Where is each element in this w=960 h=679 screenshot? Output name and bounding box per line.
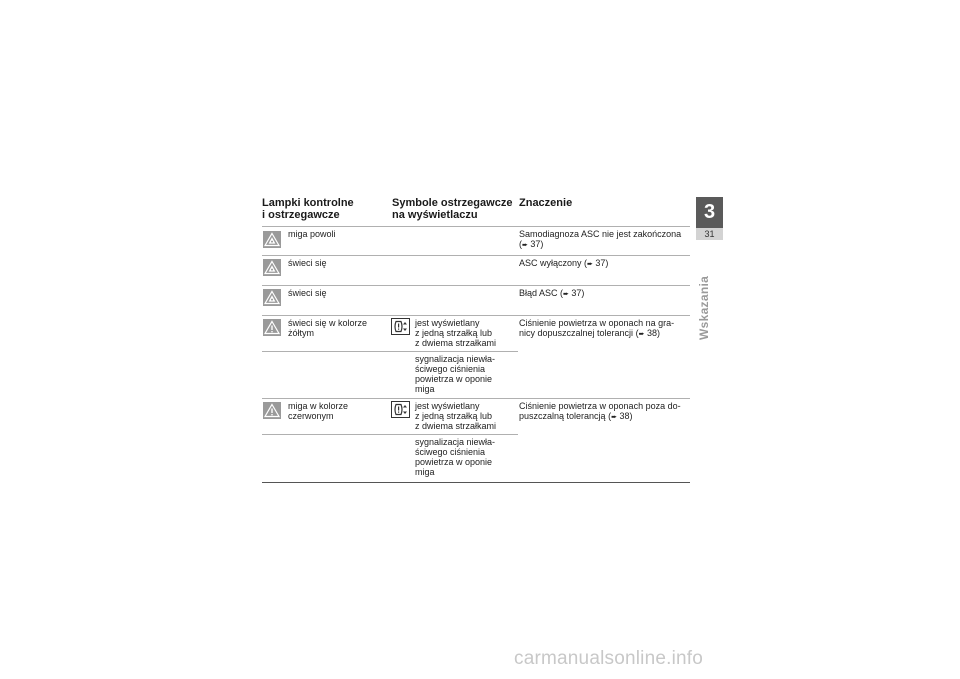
header-symbol: Symbole ostrzegawcze na wyświetlaczu	[392, 197, 513, 221]
header-lamp: Lampki kontrolne i ostrzegawcze	[262, 197, 354, 221]
warning-lights-table	[262, 197, 690, 483]
arrow-right-icon: ➨	[587, 261, 593, 268]
symbol-description: sygnalizacja niewła- ściwego ciśnienia powietrza w oponie miga	[415, 354, 496, 394]
table-row	[262, 315, 690, 398]
header-meaning: Znaczenie	[519, 197, 573, 209]
symbol-description: jest wyświetlany z jedną strzałką lub z dwiema strzałkami	[415, 318, 497, 348]
arrow-right-icon: ➨	[611, 414, 617, 421]
asc-warning-icon	[263, 289, 281, 306]
lamp-state: świeci się w kolorze żółtym	[288, 318, 368, 338]
meaning: ASC wyłączony (➨ 37)	[519, 258, 609, 268]
meaning: Błąd ASC (➨ 37)	[519, 288, 585, 298]
arrow-right-icon: ➨	[638, 331, 645, 338]
table-header	[262, 197, 690, 226]
chapter-sidebar	[696, 197, 723, 240]
lamp-state: miga powoli	[288, 229, 336, 239]
lamp-state: świeci się	[288, 258, 327, 268]
arrow-right-icon: ➨	[563, 291, 569, 298]
symbol-description: jest wyświetlany z jedną strzałką lub z dwiema strzałkami	[415, 401, 497, 431]
meaning: Samodiagnoza ASC nie jest zakończona (➨ 37)	[519, 229, 682, 249]
arrow-right-icon: ➨	[522, 242, 528, 249]
watermark: carmanualsonline.info	[514, 648, 704, 669]
asc-warning-icon	[263, 259, 281, 276]
sub-row-divider	[262, 434, 518, 435]
chapter-title: Wskazania	[697, 275, 711, 340]
table-row	[262, 255, 690, 285]
table-row	[262, 226, 690, 255]
tire-pressure-icon	[391, 318, 410, 335]
symbol-description: sygnalizacja niewła- ściwego ciśnienia powietrza w oponie miga	[415, 437, 496, 477]
general-warning-icon	[263, 402, 281, 419]
sub-row-divider	[262, 351, 518, 352]
table-row	[262, 398, 690, 483]
meaning: Ciśnienie powietrza w oponach na gra- nicy dopuszczalnej tolerancji (➨ 38)	[519, 318, 675, 338]
chapter-number: 3	[696, 197, 723, 228]
general-warning-icon	[263, 319, 281, 336]
lamp-state: miga w kolorze czerwonym	[288, 401, 349, 421]
asc-warning-icon	[263, 231, 281, 248]
page-number: 31	[696, 228, 723, 240]
table-row	[262, 285, 690, 315]
meaning: Ciśnienie powietrza w oponach poza do- puszczalną tolerancją (➨ 38)	[519, 401, 681, 421]
tire-pressure-icon	[391, 401, 410, 418]
lamp-state: świeci się	[288, 288, 327, 298]
